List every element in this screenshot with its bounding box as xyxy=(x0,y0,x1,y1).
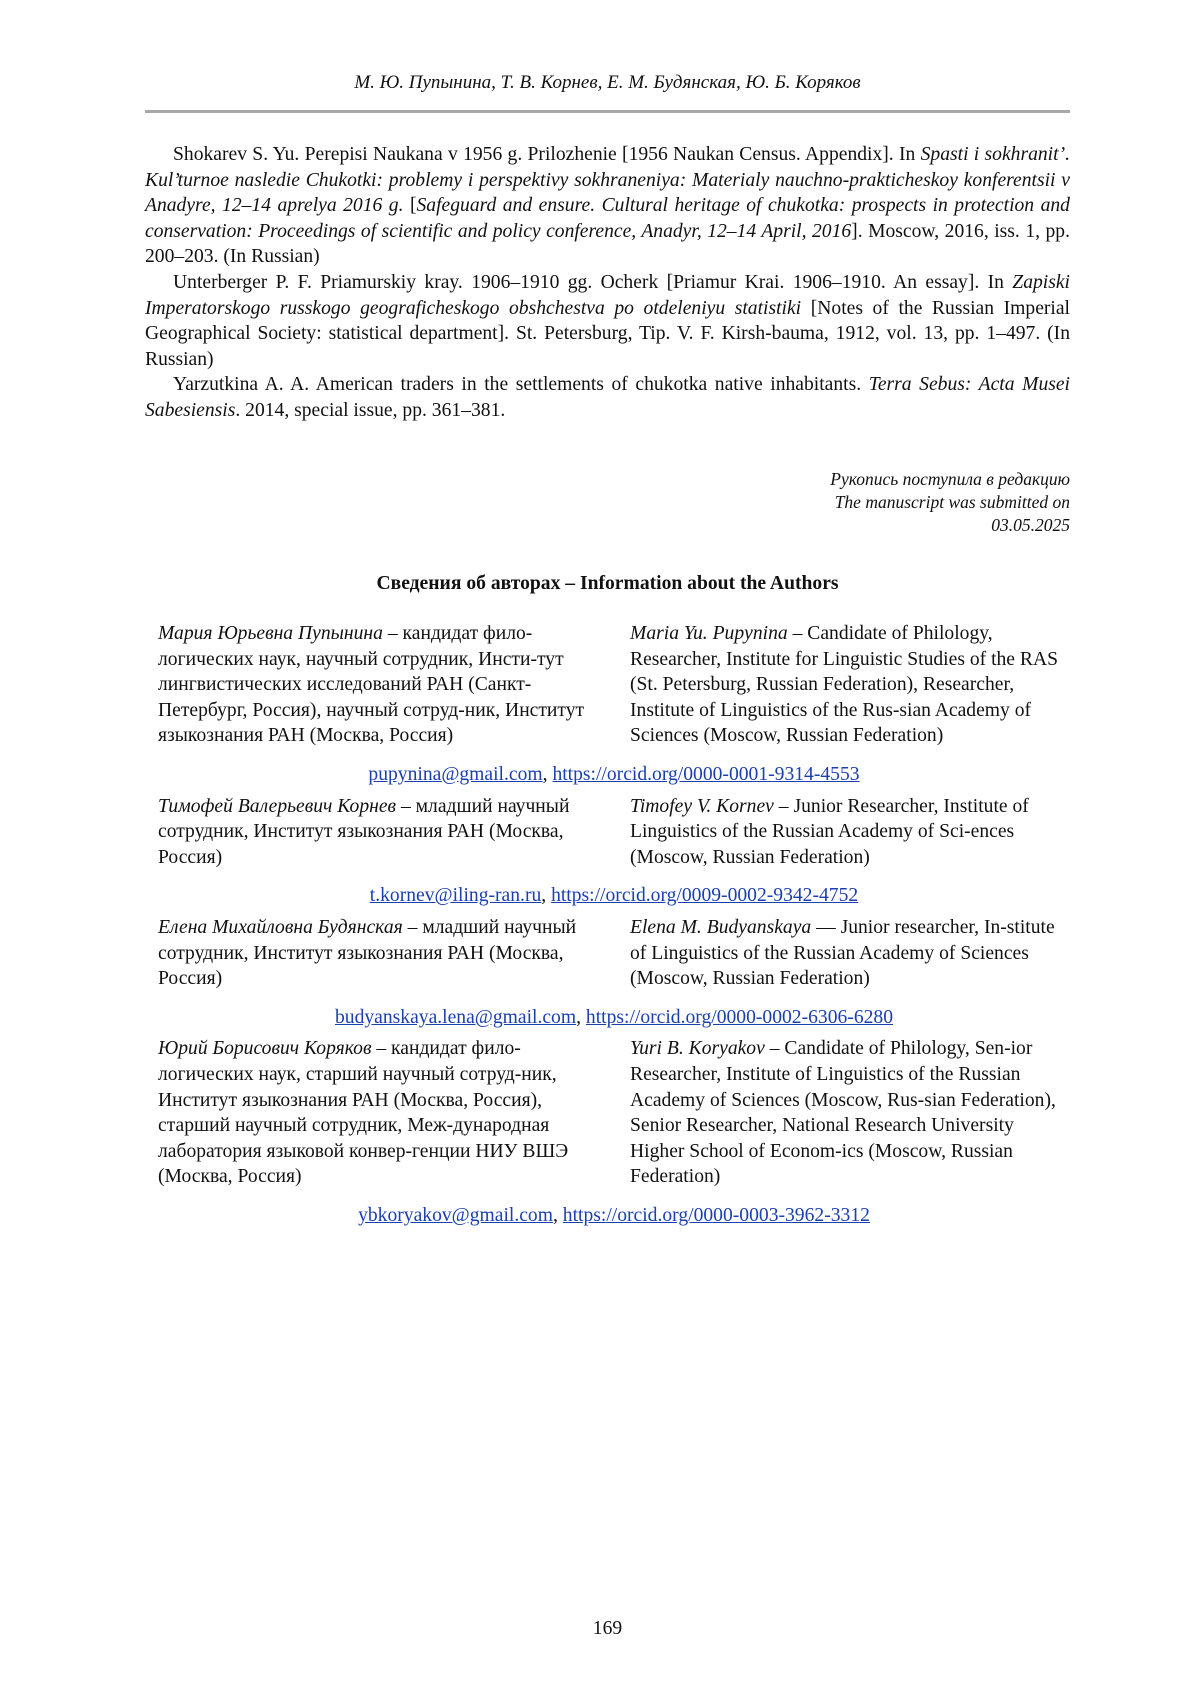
author-name-en: Maria Yu. Pupynina xyxy=(630,623,788,644)
author-info-en xyxy=(630,794,1070,871)
author-description-en: – Junior Researcher, Institute of Linguistics of the Russian Academy of Sci-ences (Moscow, Russian Federation) xyxy=(630,795,1029,868)
submission-date: 03.05.2025 xyxy=(991,515,1070,535)
authors-section-title: Сведения об авторах – Information about the Authors xyxy=(376,573,839,594)
author-row xyxy=(158,794,1070,871)
submission-note-en: The manuscript was submitted on xyxy=(834,492,1070,512)
header-rule xyxy=(145,110,1070,113)
orcid-link[interactable]: https://orcid.org/0000-0003-3962-3312 xyxy=(562,1204,870,1226)
author-name-en: Elena M. Budyanskaya xyxy=(630,916,812,938)
author-row xyxy=(158,915,1070,992)
author-info-ru xyxy=(158,621,596,749)
reference-title-italic: Spasti i sokhranit’. Kul’turnoe nasledie Chukotki: problemy i perspektivy sokhraneniya: Materialy nauchno-prakticheskoy konferentsii v Anadyre, 12–14 aprelya 2016 g. xyxy=(145,144,1070,217)
contact-separator: , xyxy=(576,1006,586,1028)
orcid-link[interactable]: https://orcid.org/0000-0001-9314-4553 xyxy=(552,763,860,785)
reference-text: [ xyxy=(403,195,417,217)
author-contact xyxy=(158,1190,1070,1235)
author-block xyxy=(158,621,1070,794)
reference-text: . 2014, special issue, pp. 361–381. xyxy=(235,399,506,421)
reference-item xyxy=(145,270,1070,372)
email-link[interactable]: ybkoryakov@gmail.com xyxy=(358,1204,553,1226)
reference-title-italic: Terra Sebus: Acta Musei Sabesiensis xyxy=(145,374,1071,421)
email-link[interactable]: budyanskaya.lena@gmail.com xyxy=(334,1006,577,1028)
email-link[interactable]: t.kornev@iling-ran.ru xyxy=(369,885,542,907)
reference-item xyxy=(145,142,1070,270)
running-head: М. Ю. Пупынина, Т. В. Корнев, Е. М. Будянская, Ю. Б. Коряков xyxy=(354,72,861,93)
orcid-link[interactable]: https://orcid.org/0000-0002-6306-6280 xyxy=(585,1006,894,1028)
author-info-ru xyxy=(158,1036,596,1190)
author-description-en: – Candidate of Philology, Sen-ior Researcher, Institute of Linguistics of the Russian Academy of Sciences (Moscow, Rus-sian Federation), Senior Researcher, National Research University Higher School of Econom-ics (Moscow, Russian Federation) xyxy=(630,1038,1056,1188)
reference-text: ]. Moscow, 2016, iss. 1, pp. 200–203. (In Russian) xyxy=(145,220,1070,268)
email-link[interactable]: pupynina@gmail.com xyxy=(368,763,543,785)
author-info-ru xyxy=(158,794,596,871)
author-description-en: — Junior researcher, In-stitute of Linguistics of the Russian Academy of Sciences (Moscow, Russian Federation) xyxy=(630,916,1055,990)
author-contact xyxy=(158,870,1070,915)
contact-separator: , xyxy=(552,1204,563,1226)
author-info-en xyxy=(630,1036,1070,1190)
reference-title-italic: Safeguard and ensure. Cultural heritage of chukotka: prospects in protection and conservation: Proceedings of scientific and policy conference, Anadyr, 12–14 April, 2016 xyxy=(145,195,1070,242)
author-name-ru: Юрий Борисович Коряков xyxy=(158,1038,372,1060)
reference-text: Unterberger P. F. Priamurskiy kray. 1906–1910 gg. Ocherk [Priamur Krai. 1906–1910. An essay]. In xyxy=(173,271,1013,293)
orcid-link[interactable]: https://orcid.org/0009-0002-9342-4752 xyxy=(551,885,859,907)
author-block xyxy=(158,915,1070,1036)
reference-title-italic: Zapiski Imperatorskogo russkogo geograficheskogo obshchestva po otdeleniyu statistiki xyxy=(145,271,1070,319)
author-row xyxy=(158,621,1070,749)
author-info-en xyxy=(630,621,1070,749)
author-name-en: Yuri B. Koryakov xyxy=(630,1038,765,1060)
author-description-ru: – младший научный сотрудник, Институт языкознания РАН (Москва, Россия) xyxy=(158,795,570,868)
author-info-ru xyxy=(158,915,596,992)
author-contact xyxy=(158,749,1070,794)
author-block xyxy=(158,794,1070,915)
submission-note-ru: Рукопись поступила в редакцию xyxy=(830,469,1070,489)
reference-text: Yarzutkina A. A. American traders in the settlements of chukotka native inhabitants. xyxy=(173,374,869,396)
submission-note xyxy=(700,468,1070,537)
page-number: 169 xyxy=(592,1618,623,1639)
author-block xyxy=(158,1036,1070,1234)
author-name-ru: Тимофей Валерьевич Корнев xyxy=(158,795,397,817)
author-name-ru: Елена Михайловна Будянская xyxy=(158,916,403,938)
contact-separator: , xyxy=(542,763,553,785)
references-list xyxy=(145,142,1070,424)
authors-section xyxy=(158,621,1070,1234)
reference-text: [Notes of the Russian Imperial Geographical Society: statistical department]. St. Petersburg, Tip. V. F. Kirsh-bauma, 1912, vol. 13, pp. 1–497. (In Russian) xyxy=(145,297,1070,370)
author-row xyxy=(158,1036,1070,1190)
author-contact xyxy=(158,992,1070,1037)
author-description-ru: – кандидат фило-логических наук, научный сотрудник, Инсти-тут лингвистических исследований РАН (Санкт-Петербург, Россия), научный сотруд-ник, Институт языкознания РАН (Москва, Россия) xyxy=(158,623,585,747)
contact-separator: , xyxy=(541,885,552,907)
author-description-ru: – кандидат фило-логических наук, старший научный сотруд-ник, Институт языкознания РАН (Москва, Россия), старший научный сотрудник, Меж-дународная лаборатория языковой конвер-генции НИУ ВШЭ (Москва, Россия) xyxy=(158,1038,569,1188)
author-info-en xyxy=(630,915,1070,992)
author-name-en: Timofey V. Kornev xyxy=(630,795,774,817)
author-description-ru: – младший научный сотрудник, Институт языкознания РАН (Москва, Россия) xyxy=(158,916,577,990)
reference-text: Shokarev S. Yu. Perepisi Naukana v 1956 g. Prilozhenie [1956 Naukan Census. Appendix]. In xyxy=(173,144,921,165)
reference-item xyxy=(145,372,1070,423)
author-description-en: – Candidate of Philology, Researcher, Institute for Linguistic Studies of the RAS (St. Petersburg, Russian Federation), Researcher, Institute of Linguistics of the Rus-sian Academy of Sciences (Moscow, Russian Federation) xyxy=(630,623,1059,747)
author-name-ru: Мария Юрьевна Пупынина xyxy=(158,623,383,644)
